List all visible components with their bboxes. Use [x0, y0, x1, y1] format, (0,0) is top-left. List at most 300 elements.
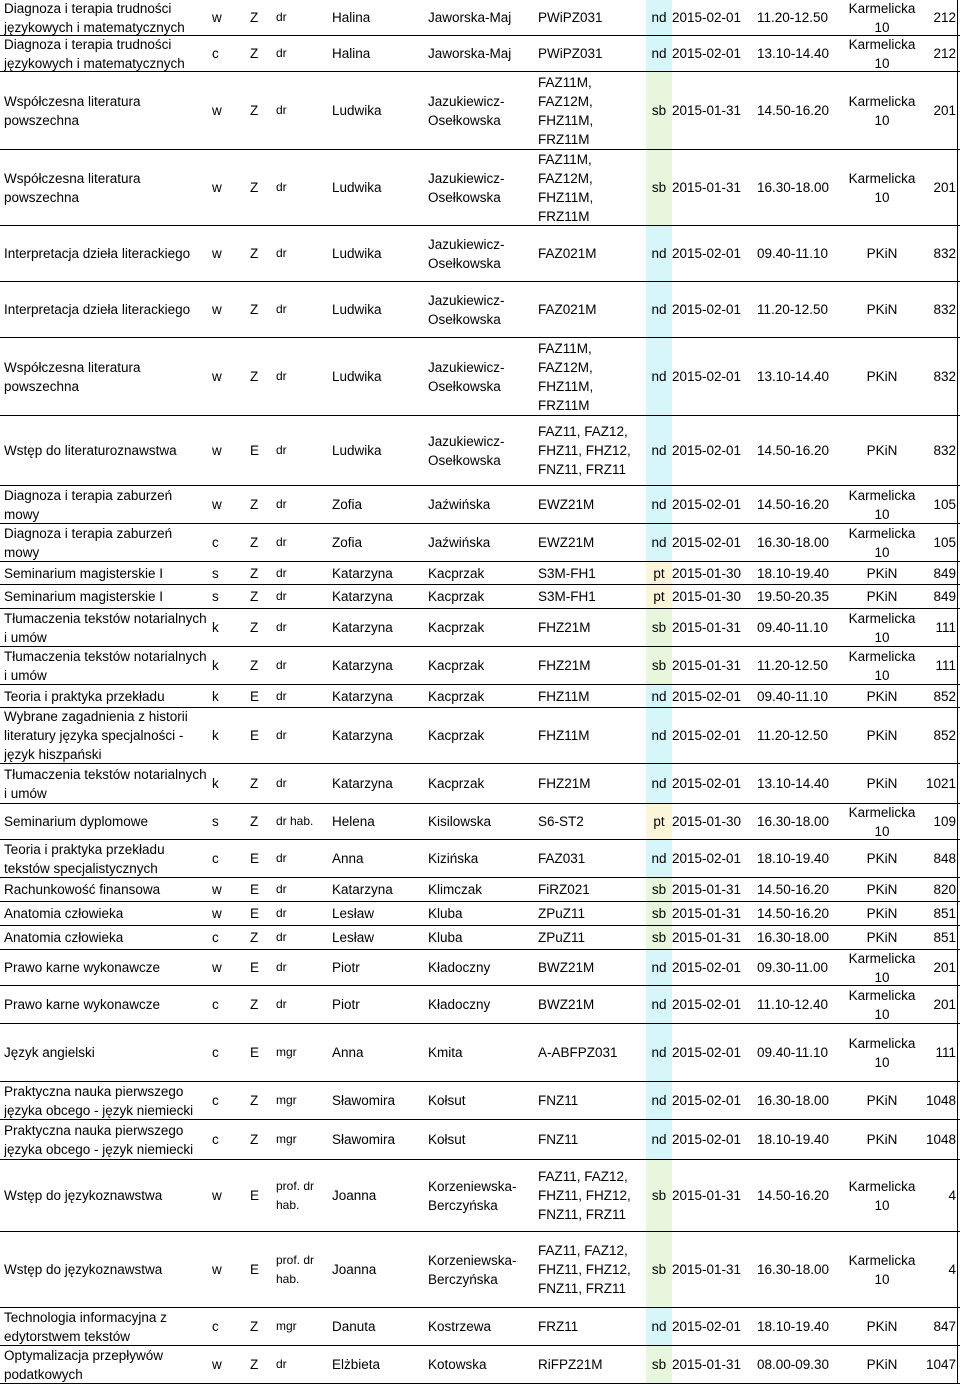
cell-last: Korzeniewska- Berczyńska — [428, 1178, 517, 1213]
cell-first: Piotr — [332, 997, 360, 1012]
cell-room: 832 — [933, 443, 956, 458]
cell-date: 2015-01-31 — [672, 1188, 742, 1203]
cell-form: E — [250, 851, 260, 866]
cell-name: Technologia informacyjna z edytorstwem tekstów — [4, 1309, 167, 1344]
cell-title: dr — [276, 46, 287, 60]
cell-last: Kołsut — [428, 1132, 466, 1147]
cell-type: c — [212, 1319, 219, 1334]
cell-type: k — [212, 728, 219, 743]
cell-time: 14.50-16.20 — [757, 1188, 830, 1203]
cell-day: nd — [646, 1120, 672, 1159]
cell-first: Zofia — [332, 497, 363, 512]
cell-form: Z — [250, 1319, 259, 1334]
cell-first: Halina — [332, 46, 371, 61]
cell-last: Kacprzak — [428, 776, 485, 791]
cell-title: dr — [276, 589, 287, 603]
cell-place: PKiN — [866, 369, 898, 384]
table-row — [0, 840, 960, 878]
cell-title: mgr — [276, 1132, 297, 1146]
cell-name: Język angielski — [4, 1045, 95, 1060]
cell-date: 2015-02-01 — [672, 443, 742, 458]
cell-type: w — [212, 1262, 222, 1277]
cell-time: 16.30-18.00 — [757, 930, 830, 945]
cell-room: 851 — [933, 906, 956, 921]
cell-title: dr — [276, 882, 287, 896]
cell-group: FAZ11M, FAZ12M, FHZ11M, FRZ11M — [538, 151, 594, 224]
cell-title: dr — [276, 497, 287, 511]
cell-time: 09.40-11.10 — [757, 246, 829, 261]
right-border — [957, 902, 958, 926]
cell-place: PKiN — [866, 1357, 898, 1372]
cell-room: 852 — [933, 728, 956, 743]
cell-first: Katarzyna — [332, 620, 393, 635]
cell-place: Karmelicka 10 — [848, 487, 916, 522]
cell-date: 2015-01-31 — [672, 620, 742, 635]
cell-room: 849 — [933, 565, 956, 581]
table-row — [0, 609, 960, 647]
cell-group: FAZ031 — [538, 851, 586, 866]
cell-last: Jazukiewicz- Osełkowska — [428, 359, 505, 394]
cell-name: Seminarium dyplomowe — [4, 814, 149, 829]
cell-last: Jazukiewicz- Osełkowska — [428, 170, 505, 205]
table-row — [0, 878, 960, 902]
cell-room: 1048 — [925, 1132, 956, 1147]
cell-type: w — [212, 1357, 222, 1372]
table-row — [0, 986, 960, 1024]
cell-form: Z — [250, 1093, 259, 1108]
cell-name: Anatomia człowieka — [4, 906, 124, 921]
cell-time: 09.40-11.10 — [757, 1045, 829, 1060]
cell-day: nd — [646, 416, 672, 485]
cell-title: dr — [276, 851, 287, 865]
table-row — [0, 1160, 960, 1232]
cell-type: c — [212, 851, 219, 866]
cell-type: c — [212, 1045, 219, 1060]
cell-first: Katarzyna — [332, 589, 393, 604]
cell-group: FNZ11 — [538, 1132, 579, 1147]
table-row — [0, 562, 960, 585]
cell-place: PKiN — [866, 882, 898, 897]
cell-last: Klimczak — [428, 882, 483, 897]
cell-first: Anna — [332, 851, 364, 866]
cell-place: PKiN — [866, 246, 898, 261]
cell-group: FAZ11, FAZ12, FHZ11, FHZ12, FNZ11, FRZ11 — [538, 1169, 631, 1222]
cell-form: Z — [250, 246, 259, 261]
cell-title: dr — [276, 180, 287, 194]
cell-form: E — [250, 960, 260, 975]
cell-name: Wstęp do językoznawstwa — [4, 1188, 163, 1203]
cell-last: Kostrzewa — [428, 1319, 492, 1334]
right-border — [957, 282, 958, 338]
cell-room: 212 — [933, 46, 956, 61]
cell-room: 852 — [933, 688, 956, 704]
cell-name: Teoria i praktyka przekładu tekstów specjalistycznych — [4, 841, 165, 876]
cell-form: Z — [250, 497, 259, 512]
table-row — [0, 1346, 960, 1384]
cell-room: 849 — [933, 589, 956, 604]
cell-room: 832 — [933, 302, 956, 317]
cell-place: Karmelicka 10 — [848, 0, 916, 35]
cell-day: sb — [646, 1346, 672, 1383]
right-border — [957, 72, 958, 150]
cell-first: Katarzyna — [332, 688, 393, 704]
cell-place: PKiN — [866, 443, 898, 458]
cell-place: PKiN — [866, 1093, 898, 1108]
cell-date: 2015-02-01 — [672, 728, 742, 743]
cell-time: 13.10-14.40 — [757, 776, 830, 791]
cell-time: 18.10-19.40 — [757, 1132, 830, 1147]
cell-last: Jazukiewicz- Osełkowska — [428, 236, 505, 271]
right-border — [957, 150, 958, 226]
cell-place: PKiN — [866, 302, 898, 317]
cell-first: Ludwika — [332, 103, 382, 118]
table-row — [0, 0, 960, 36]
cell-title: dr — [276, 10, 287, 24]
table-row — [0, 150, 960, 226]
cell-title: dr — [276, 443, 287, 457]
cell-form: Z — [250, 814, 259, 829]
cell-first: Ludwika — [332, 302, 382, 317]
cell-form: E — [250, 882, 260, 897]
cell-day: sb — [646, 150, 672, 225]
cell-day: sb — [646, 926, 672, 949]
cell-title: dr — [276, 302, 287, 316]
cell-first: Helena — [332, 814, 375, 829]
cell-room: 1021 — [925, 776, 956, 791]
cell-type: w — [212, 302, 222, 317]
cell-room: 105 — [933, 497, 956, 512]
cell-room: 851 — [933, 930, 956, 945]
cell-type: c — [212, 997, 219, 1012]
cell-first: Halina — [332, 10, 371, 25]
cell-group: S6-ST2 — [538, 814, 584, 829]
table-row — [0, 647, 960, 685]
cell-last: Kizińska — [428, 851, 479, 866]
table-row — [0, 902, 960, 926]
cell-first: Anna — [332, 1045, 364, 1060]
cell-last: Jaźwińska — [428, 497, 491, 512]
cell-day: nd — [646, 840, 672, 877]
cell-name: Seminarium magisterskie I — [4, 565, 164, 581]
cell-day: nd — [646, 764, 672, 803]
cell-time: 11.20-12.50 — [757, 302, 829, 317]
table-row — [0, 486, 960, 524]
cell-last: Kładoczny — [428, 960, 491, 975]
right-border — [957, 878, 958, 902]
cell-date: 2015-01-31 — [672, 906, 742, 921]
cell-name: Optymalizacja przepływów podatkowych — [4, 1347, 164, 1382]
cell-time: 16.30-18.00 — [757, 180, 830, 195]
cell-group: FHZ21M — [538, 620, 591, 635]
cell-date: 2015-01-30 — [672, 589, 742, 604]
cell-name: Teoria i praktyka przekładu — [4, 688, 165, 704]
cell-date: 2015-02-01 — [672, 10, 742, 25]
cell-day: sb — [646, 878, 672, 901]
cell-first: Joanna — [332, 1262, 377, 1277]
cell-place: PKiN — [866, 1132, 898, 1147]
cell-room: 111 — [935, 1045, 956, 1060]
cell-first: Ludwika — [332, 369, 382, 384]
cell-group: FAZ11M, FAZ12M, FHZ11M, FRZ11M — [538, 340, 594, 413]
table-row — [0, 1232, 960, 1308]
right-border — [957, 986, 958, 1024]
cell-date: 2015-01-30 — [672, 814, 742, 829]
cell-group: ZPuZ11 — [538, 906, 586, 921]
cell-group: FAZ11, FAZ12, FHZ11, FHZ12, FNZ11, FRZ11 — [538, 424, 631, 477]
cell-group: EWZ21M — [538, 497, 595, 512]
table-row — [0, 1308, 960, 1346]
right-border — [957, 708, 958, 764]
cell-type: c — [212, 46, 219, 61]
cell-form: Z — [250, 997, 259, 1012]
cell-last: Kacprzak — [428, 565, 485, 581]
cell-first: Danuta — [332, 1319, 376, 1334]
cell-room: 848 — [933, 851, 956, 866]
cell-type: s — [212, 589, 219, 604]
cell-name: Diagnoza i terapia trudności językowych i matematycznych — [4, 36, 185, 71]
cell-time: 16.30-18.00 — [757, 1093, 830, 1108]
cell-day: nd — [646, 282, 672, 337]
cell-room: 111 — [935, 658, 956, 673]
cell-group: FRZ11 — [538, 1319, 579, 1334]
cell-place: Karmelicka 10 — [848, 170, 916, 205]
cell-day: nd — [646, 708, 672, 763]
cell-group: FiRZ021 — [538, 882, 590, 897]
cell-place: Karmelicka 10 — [848, 987, 916, 1022]
cell-time: 19.50-20.35 — [757, 589, 830, 604]
cell-type: c — [212, 1132, 219, 1147]
cell-day: nd — [646, 986, 672, 1023]
cell-form: Z — [250, 589, 259, 604]
table-row — [0, 585, 960, 609]
cell-type: w — [212, 960, 222, 975]
cell-room: 212 — [933, 10, 956, 25]
cell-form: Z — [250, 180, 259, 195]
cell-place: PKiN — [866, 851, 898, 866]
cell-date: 2015-02-01 — [672, 776, 742, 791]
cell-place: PKiN — [866, 589, 898, 604]
cell-title: dr — [276, 535, 287, 549]
cell-day: pt — [646, 585, 672, 608]
table-row — [0, 1082, 960, 1120]
cell-first: Zofia — [332, 535, 363, 550]
cell-place: Karmelicka 10 — [848, 1252, 916, 1287]
cell-type: k — [212, 658, 219, 673]
cell-first: Katarzyna — [332, 728, 393, 743]
cell-title: dr — [276, 565, 287, 580]
cell-room: 201 — [933, 960, 956, 975]
cell-date: 2015-02-01 — [672, 688, 742, 704]
cell-title: dr — [276, 103, 287, 117]
cell-title: dr — [276, 620, 287, 634]
cell-name: Wybrane zagadnienia z historii literatury języka specjalności - język hiszpański — [4, 709, 188, 762]
cell-name: Diagnoza i terapia zaburzeń mowy — [4, 487, 173, 522]
cell-date: 2015-02-01 — [672, 1093, 742, 1108]
cell-last: Jaworska-Maj — [428, 10, 512, 25]
cell-first: Katarzyna — [332, 658, 393, 673]
cell-type: k — [212, 688, 219, 704]
cell-last: Kacprzak — [428, 589, 485, 604]
cell-room: 105 — [933, 535, 956, 550]
right-border — [957, 36, 958, 72]
cell-last: Kluba — [428, 930, 463, 945]
cell-time: 11.20-12.50 — [757, 728, 829, 743]
cell-title: dr — [276, 688, 287, 703]
cell-form: E — [250, 906, 260, 921]
cell-group: BWZ21M — [538, 997, 595, 1012]
right-border — [957, 764, 958, 804]
cell-name: Praktyczna nauka pierwszego języka obcego - język niemiecki — [4, 1083, 194, 1118]
cell-first: Piotr — [332, 960, 360, 975]
cell-group: FNZ11 — [538, 1093, 579, 1108]
cell-day: nd — [646, 36, 672, 71]
cell-day: sb — [646, 1232, 672, 1307]
cell-title: dr — [276, 776, 287, 790]
cell-first: Sławomira — [332, 1093, 396, 1108]
right-border — [957, 1346, 958, 1384]
cell-place: Karmelicka 10 — [848, 36, 916, 71]
cell-time: 11.10-12.40 — [757, 997, 829, 1012]
cell-time: 11.20-12.50 — [757, 10, 829, 25]
cell-form: Z — [250, 535, 259, 550]
cell-place: PKiN — [866, 728, 898, 743]
cell-day: nd — [646, 1024, 672, 1081]
cell-date: 2015-02-01 — [672, 960, 742, 975]
cell-time: 18.10-19.40 — [757, 1319, 830, 1334]
right-border — [957, 416, 958, 486]
cell-last: Jaźwińska — [428, 535, 491, 550]
cell-title: dr hab. — [276, 814, 314, 828]
right-border — [957, 338, 958, 416]
cell-place: PKiN — [866, 1319, 898, 1334]
cell-group: FAZ021M — [538, 246, 597, 261]
cell-place: Karmelicka 10 — [848, 93, 916, 128]
cell-title: dr — [276, 960, 287, 974]
cell-time: 14.50-16.20 — [757, 443, 830, 458]
cell-room: 1047 — [925, 1357, 956, 1372]
cell-form: Z — [250, 302, 259, 317]
cell-first: Ludwika — [332, 180, 382, 195]
cell-form: Z — [250, 46, 259, 61]
table-row — [0, 764, 960, 804]
cell-date: 2015-02-01 — [672, 997, 742, 1012]
table-row — [0, 416, 960, 486]
cell-type: k — [212, 776, 219, 791]
cell-date: 2015-01-30 — [672, 565, 742, 581]
cell-name: Rachunkowość finansowa — [4, 882, 161, 897]
cell-place: Karmelicka 10 — [848, 525, 916, 560]
cell-first: Lesław — [332, 930, 375, 945]
cell-name: Tłumaczenia tekstów notarialnych i umów — [4, 648, 207, 683]
cell-title: mgr — [276, 1045, 297, 1059]
right-border — [957, 926, 958, 950]
cell-time: 09.40-11.10 — [757, 620, 829, 635]
cell-first: Joanna — [332, 1188, 377, 1203]
cell-first: Katarzyna — [332, 565, 393, 581]
cell-place: PKiN — [866, 906, 898, 921]
cell-type: k — [212, 620, 219, 635]
cell-day: nd — [646, 486, 672, 523]
cell-time: 18.10-19.40 — [757, 851, 830, 866]
cell-date: 2015-01-31 — [672, 930, 742, 945]
cell-name: Współczesna literatura powszechna — [4, 359, 141, 394]
cell-place: Karmelicka 10 — [848, 804, 916, 839]
cell-form: Z — [250, 103, 259, 118]
cell-last: Jazukiewicz- Osełkowska — [428, 292, 505, 327]
cell-group: FHZ21M — [538, 658, 591, 673]
cell-form: Z — [250, 1357, 259, 1372]
cell-time: 14.50-16.20 — [757, 882, 830, 897]
cell-last: Kołsut — [428, 1093, 466, 1108]
right-border — [957, 840, 958, 878]
right-border — [957, 647, 958, 685]
cell-type: w — [212, 246, 222, 261]
cell-room: 111 — [935, 620, 956, 635]
cell-group: ZPuZ11 — [538, 930, 586, 945]
cell-last: Kładoczny — [428, 997, 491, 1012]
cell-last: Jazukiewicz- Osełkowska — [428, 93, 505, 128]
cell-day: sb — [646, 72, 672, 149]
cell-first: Ludwika — [332, 443, 382, 458]
cell-date: 2015-02-01 — [672, 46, 742, 61]
cell-group: BWZ21M — [538, 960, 595, 975]
cell-date: 2015-02-01 — [672, 851, 742, 866]
cell-time: 09.40-11.10 — [757, 688, 829, 704]
cell-group: FHZ11M — [538, 728, 590, 743]
cell-group: FAZ11, FAZ12, FHZ11, FHZ12, FNZ11, FRZ11 — [538, 1243, 631, 1296]
table-row — [0, 226, 960, 282]
right-border — [957, 1160, 958, 1232]
right-border — [957, 1024, 958, 1082]
right-border — [957, 562, 958, 585]
cell-title: mgr — [276, 1093, 297, 1107]
table-row — [0, 72, 960, 150]
cell-title: dr — [276, 997, 287, 1011]
cell-group: FAZ021M — [538, 302, 597, 317]
cell-date: 2015-01-31 — [672, 103, 742, 118]
cell-form: E — [250, 688, 260, 704]
cell-group: PWiPZ031 — [538, 46, 603, 61]
cell-room: 832 — [933, 246, 956, 261]
cell-day: sb — [646, 1160, 672, 1231]
cell-place: Karmelicka 10 — [848, 648, 916, 683]
cell-place: Karmelicka 10 — [848, 950, 916, 985]
cell-time: 13.10-14.40 — [757, 46, 830, 61]
cell-room: 4 — [948, 1188, 956, 1203]
table-row — [0, 282, 960, 338]
cell-day: pt — [646, 562, 672, 584]
cell-title: prof. dr hab. — [276, 1252, 315, 1286]
cell-form: E — [250, 1262, 260, 1277]
cell-last: Jazukiewicz- Osełkowska — [428, 433, 505, 468]
cell-date: 2015-02-01 — [672, 497, 742, 512]
cell-form: Z — [250, 930, 259, 945]
cell-date: 2015-01-31 — [672, 1262, 742, 1277]
cell-type: w — [212, 497, 222, 512]
cell-time: 13.10-14.40 — [757, 369, 830, 384]
cell-day: sb — [646, 647, 672, 684]
right-border — [957, 585, 958, 609]
cell-title: dr — [276, 1357, 287, 1371]
cell-name: Prawo karne wykonawcze — [4, 960, 161, 975]
right-border — [957, 1120, 958, 1160]
cell-date: 2015-01-31 — [672, 882, 742, 897]
cell-form: Z — [250, 658, 259, 673]
cell-place: Karmelicka 10 — [848, 1178, 916, 1213]
cell-last: Korzeniewska- Berczyńska — [428, 1252, 517, 1287]
cell-type: c — [212, 930, 219, 945]
cell-name: Prawo karne wykonawcze — [4, 997, 161, 1012]
